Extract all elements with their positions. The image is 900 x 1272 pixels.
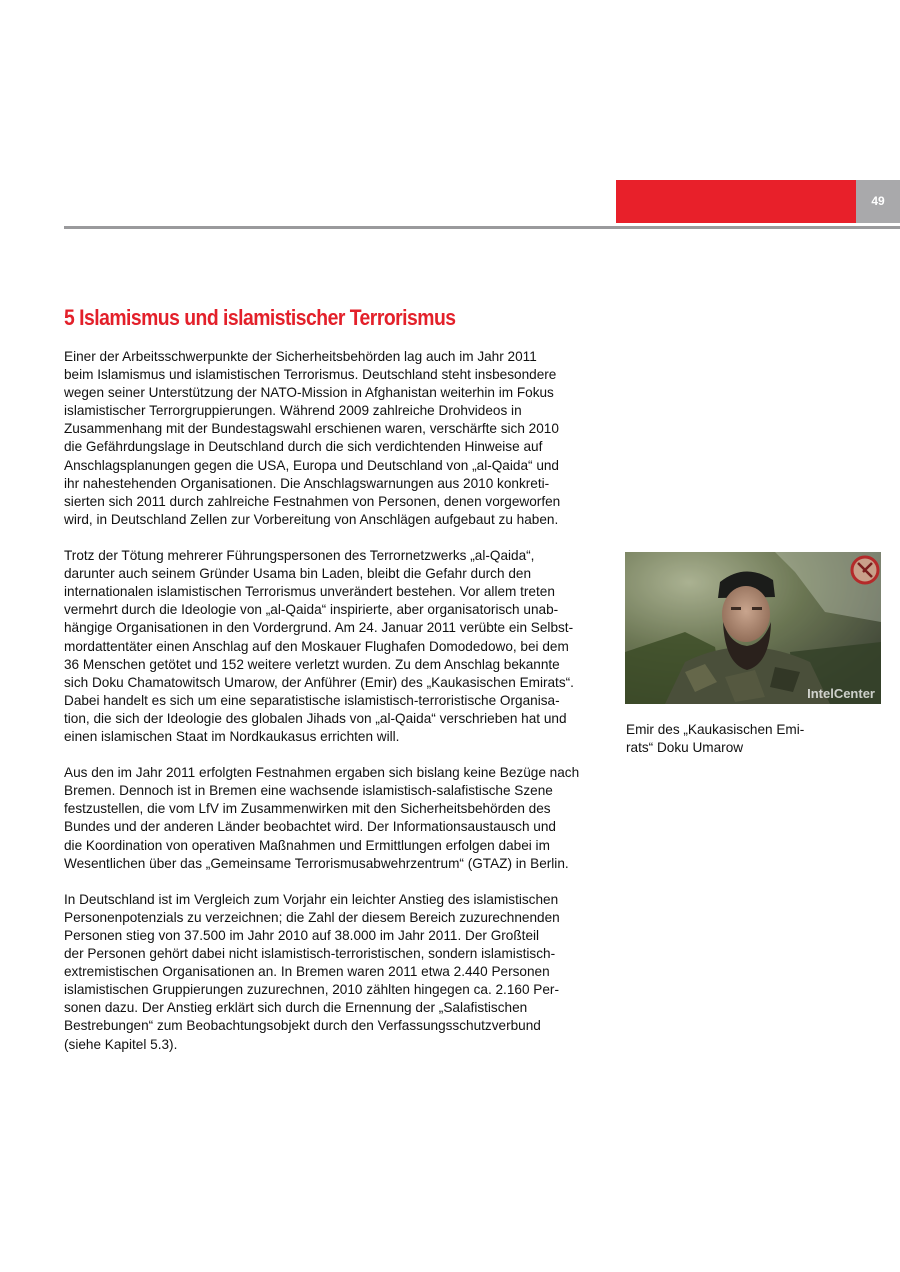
text-line: hängige Organisationen in den Vordergrund. Am 24. Januar 2011 verübte ein Selbst- — [64, 620, 574, 636]
text-line: extremistischen Organisationen an. In Bremen waren 2011 etwa 2.440 Personen — [64, 964, 550, 980]
text-line: die Koordination von operativen Maßnahmen und Ermittlungen erfolgen dabei im — [64, 837, 550, 853]
text-line: der Personen gehört dabei nicht islamistisch-terroristischen, sondern islamistisch- — [64, 946, 556, 962]
text-line: 36 Menschen getötet und 152 weitere verletzt wurden. Zu dem Anschlag bekannte — [64, 656, 560, 672]
text-line: festzustellen, die vom LfV im Zusammenwirken mit den Sicherheitsbehörden des — [64, 801, 551, 817]
section-title: 5 Islamismus und islamistischer Terrorismus — [64, 305, 456, 330]
photo-illustration — [625, 552, 881, 704]
paragraph-4 — [64, 891, 624, 1054]
text-line: vermehrt durch die Ideologie von „al-Qaida“ inspirierte, aber organisatorisch unab- — [64, 602, 559, 618]
page-number: 49 — [856, 180, 900, 223]
text-line: einen islamischen Staat im Nordkaukasus errichten will. — [64, 728, 400, 744]
caption-line: Emir des „Kaukasischen Emi- — [626, 722, 805, 737]
text-line: Bremen. Dennoch ist in Bremen eine wachsende islamistisch-salafistische Szene — [64, 783, 553, 799]
text-line: sonen dazu. Der Anstieg erklärt sich durch die Ernennung der „Salafistischen — [64, 1000, 528, 1016]
text-line: Bundes und der anderen Länder beobachtet wird. Der Informationsaustausch und — [64, 819, 556, 835]
text-line: mordattentäter einen Anschlag auf den Moskauer Flughafen Domodedowo, bei dem — [64, 638, 569, 654]
text-line: Personen stieg von 37.500 im Jahr 2010 auf 38.000 im Jahr 2011. Der Großteil — [64, 928, 540, 943]
text-line: sich Doku Chamatowitsch Umarow, der Anführer (Emir) des „Kaukasischen Emirats“. — [64, 674, 574, 690]
text-line: Anschlagsplanungen gegen die USA, Europa und Deutschland von „al-Qaida“ und — [64, 457, 559, 473]
text-line: Dabei handelt es sich um eine separatistische islamistisch-terroristische Organisa- — [64, 692, 560, 708]
text-line: Aus den im Jahr 2011 erfolgten Festnahmen ergaben sich bislang keine Bezüge nach — [64, 765, 580, 781]
text-line: ihr nahestehenden Organisationen. Die Anschlagswarnungen aus 2010 konkreti- — [64, 475, 550, 491]
watermark-text: IntelCenter — [807, 686, 875, 701]
header-red-bar — [616, 180, 856, 223]
header-rule — [64, 226, 900, 229]
caption-line: rats“ Doku Umarow — [626, 740, 744, 756]
text-line: wird, in Deutschland Zellen zur Vorbereitung von Anschlägen aufgebaut zu haben. — [64, 511, 559, 527]
text-line: wegen seiner Unterstützung der NATO-Mission in Afghanistan weiterhin im Fokus — [64, 385, 554, 401]
figure-caption — [626, 721, 866, 757]
text-line: Bestrebungen“ zum Beobachtungsobjekt durch den Verfassungsschutzverbund — [64, 1018, 541, 1034]
text-line: internationalen islamistischen Terrorismus unverändert bestehen. Vor allem treten — [64, 584, 555, 600]
text-line: tion, die sich der Ideologie des globalen Jihads von „al-Qaida“ verschrieben hat und — [64, 710, 567, 726]
text-line: islamistischen Gruppierungen zuzurechnen, 2010 zählten hingegen ca. 2.160 Per- — [64, 982, 559, 998]
body-text — [64, 348, 624, 1072]
paragraph-3 — [64, 764, 624, 873]
text-line: Personenpotenzials zu verzeichnen; die Zahl der diesem Bereich zuzurechnenden — [64, 909, 560, 925]
text-line: Zusammenhang mit der Bundestagswahl erschienen waren, verschärfte sich 2010 — [64, 421, 559, 437]
text-line: beim Islamismus und islamistischen Terrorismus. Deutschland steht insbesondere — [64, 367, 557, 383]
paragraph-2 — [64, 547, 624, 746]
text-line: Einer der Arbeitsschwerpunkte der Sicherheitsbehörden lag auch im Jahr 2011 — [64, 349, 537, 364]
text-line: Wesentlichen über das „Gemeinsame Terrorismusabwehrzentrum“ (GTAZ) in Berlin. — [64, 855, 569, 871]
text-line: darunter auch seinem Gründer Usama bin Laden, bleibt die Gefahr durch den — [64, 566, 531, 582]
text-line: islamistischer Terrorgruppierungen. Während 2009 zahlreiche Drohvideos in — [64, 403, 522, 419]
emir-photo — [625, 552, 881, 704]
text-line: die Gefährdungslage in Deutschland durch die sich verdichtenden Hinweise auf — [64, 439, 543, 455]
text-line: Trotz der Tötung mehrerer Führungspersonen des Terrornetzwerks „al-Qaida“, — [64, 548, 535, 564]
paragraph-1 — [64, 348, 624, 529]
text-line: sierten sich 2011 durch zahlreiche Festnahmen von Personen, denen vorgeworfen — [64, 493, 561, 509]
text-line: In Deutschland ist im Vergleich zum Vorjahr ein leichter Anstieg des islamistischen — [64, 891, 559, 907]
text-line: (siehe Kapitel 5.3). — [64, 1036, 178, 1052]
